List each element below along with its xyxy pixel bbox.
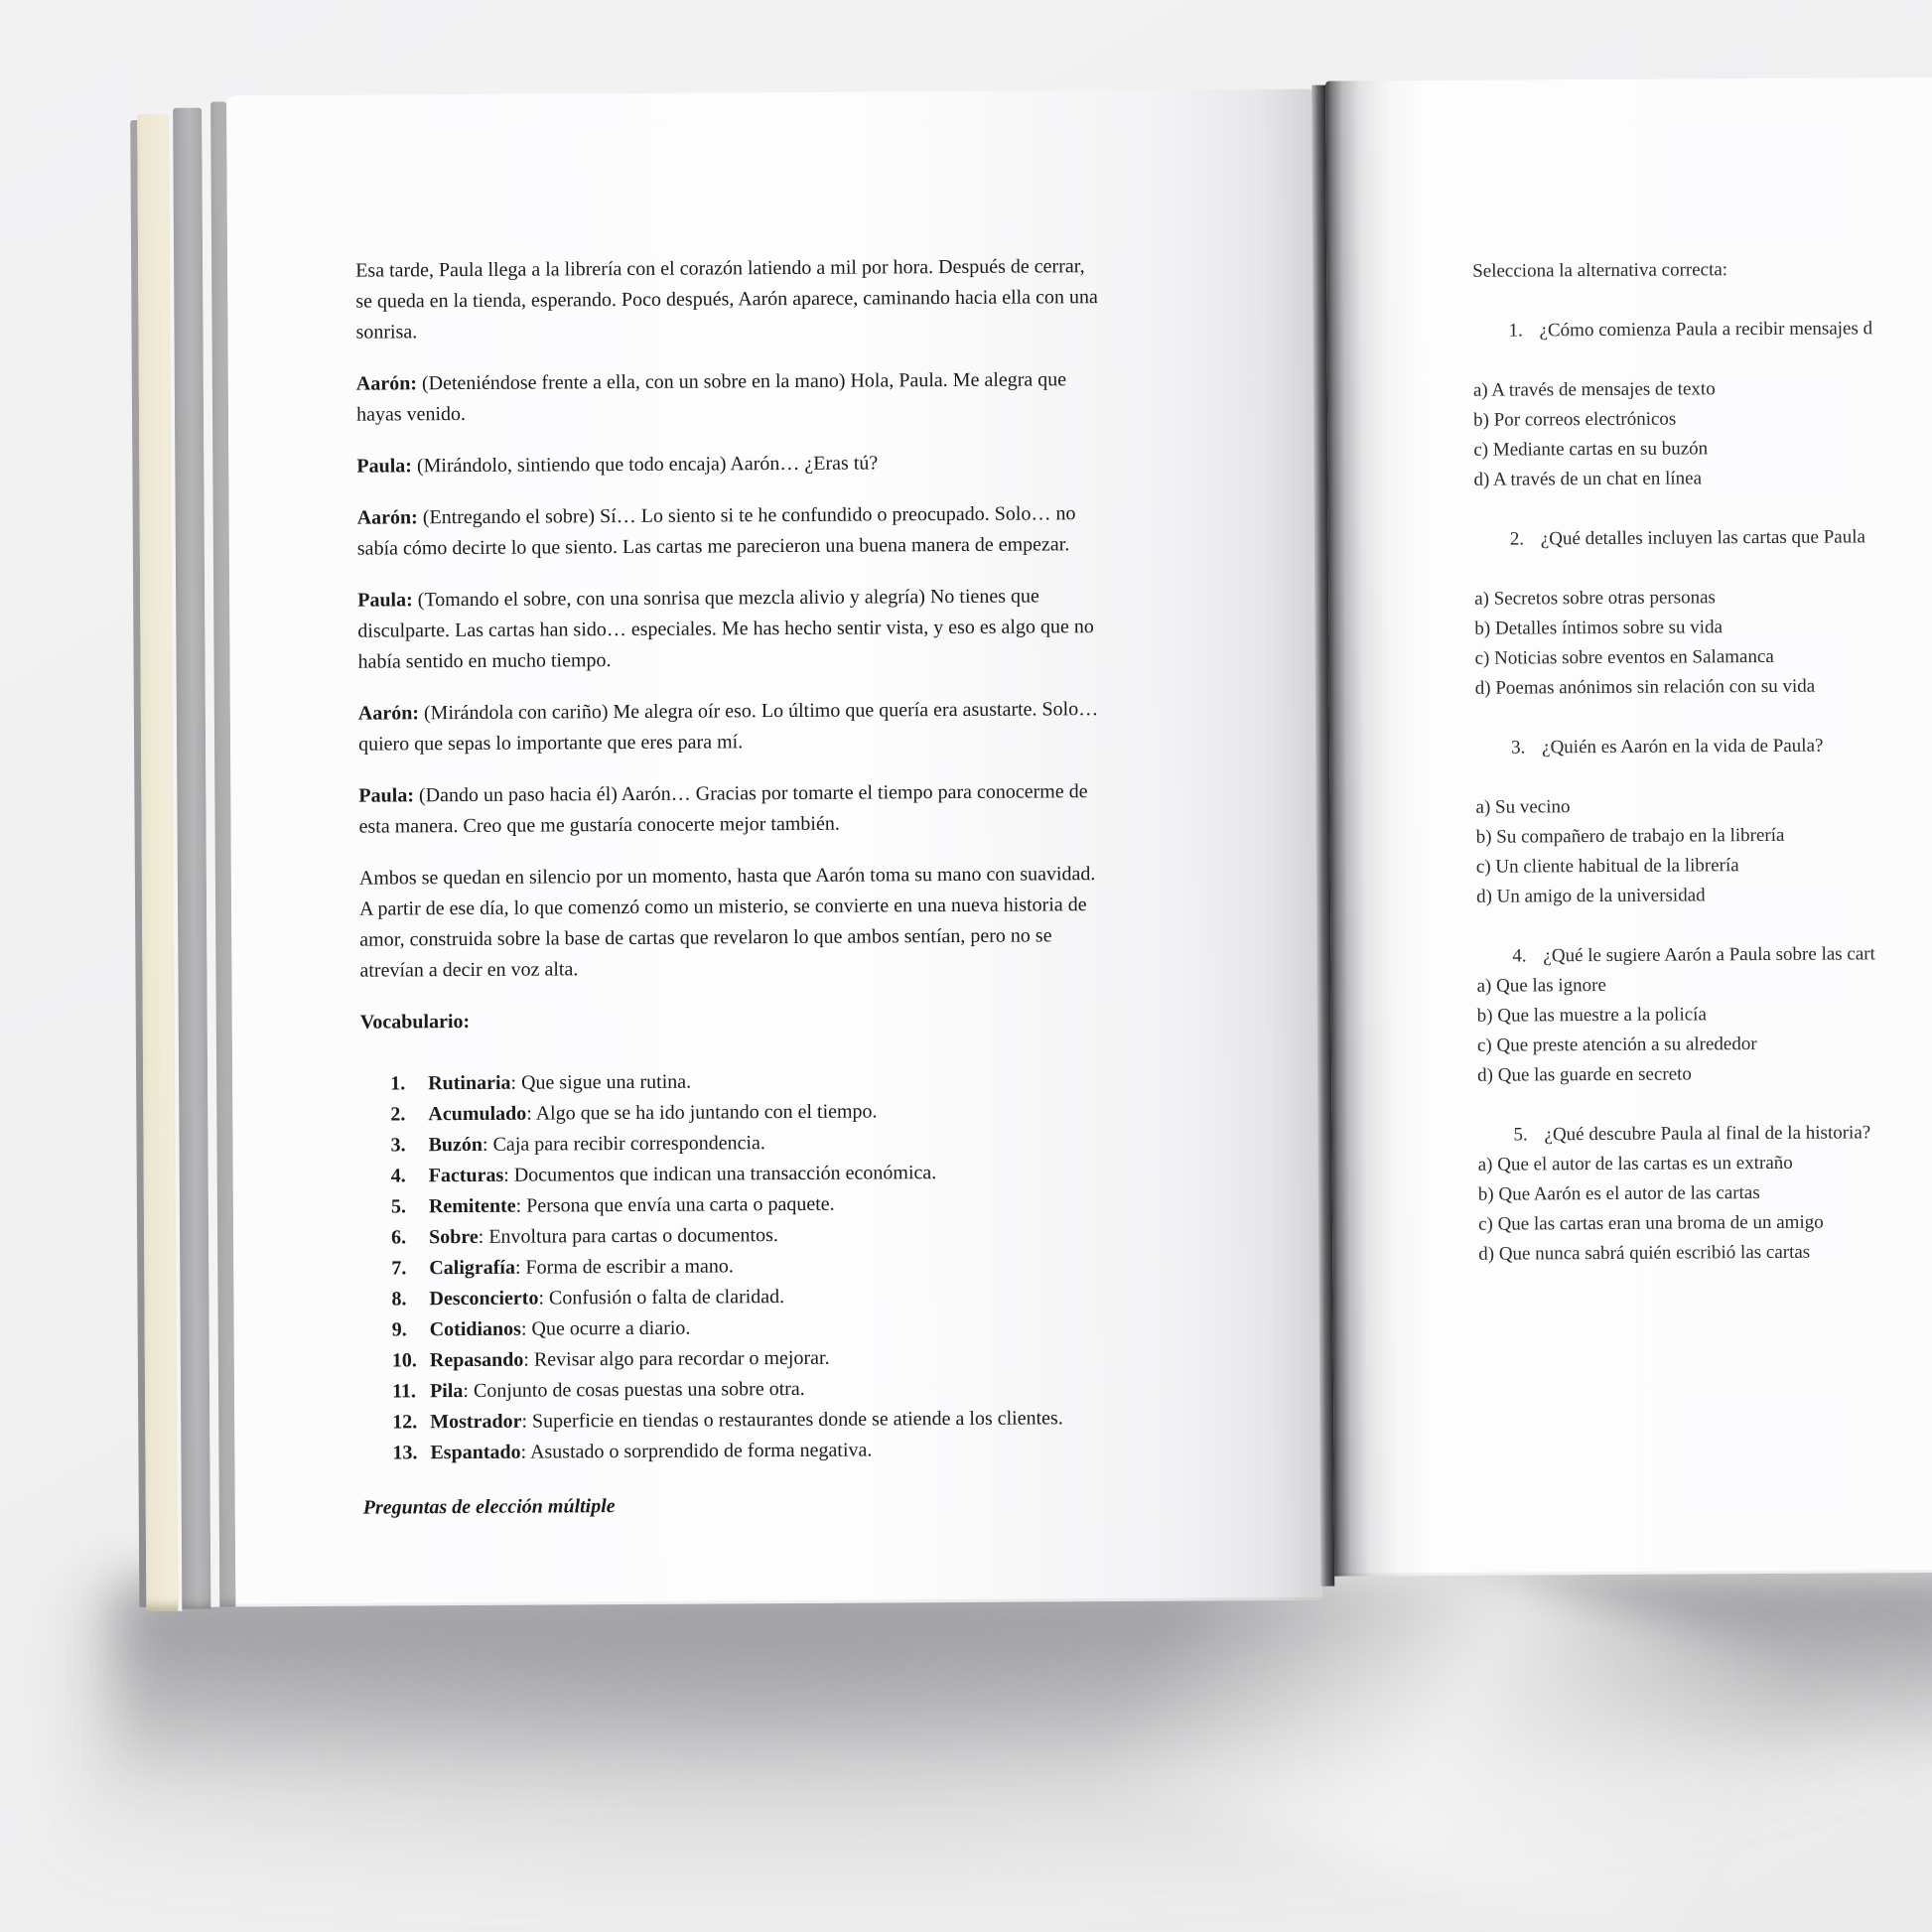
dialogue-paragraph bbox=[357, 580, 1232, 677]
dialogue-text: (Entregando el sobre) Sí… Lo siento si te he confundido o preocupado. Solo… no bbox=[417, 502, 1076, 529]
vocab-term: Cotidianos bbox=[429, 1317, 521, 1341]
text-line: esta manera. Creo que me gustaría conocerte mejor también. bbox=[358, 812, 840, 838]
instruction-text: Selecciona la alternativa correcta: bbox=[1472, 259, 1728, 282]
vocab-term: Espantado bbox=[430, 1441, 521, 1464]
question-number: 3. bbox=[1511, 737, 1526, 759]
dialogue-paragraph bbox=[356, 363, 1230, 430]
option-line: c) Que preste atención a su alrededor bbox=[1476, 1034, 1757, 1056]
vocab-number: 11. bbox=[391, 1380, 417, 1403]
vocab-number: 8. bbox=[391, 1288, 407, 1311]
vocab-definition: : Conjunto de cosas puestas una sobre otra. bbox=[463, 1377, 805, 1403]
dialogue-paragraph bbox=[358, 693, 1232, 759]
options-list bbox=[1473, 372, 1932, 495]
vocab-item bbox=[391, 1279, 1235, 1314]
question-block bbox=[1474, 521, 1932, 704]
option-line: d) Poemas anónimos sin relación con su vida bbox=[1474, 675, 1816, 699]
options-list bbox=[1475, 789, 1932, 912]
multiple-choice-heading: Preguntas de elección múltiple bbox=[362, 1495, 616, 1519]
option-line: a) A través de mensajes de texto bbox=[1472, 378, 1716, 401]
option-line: b) Que Aarón es el autor de las cartas bbox=[1477, 1182, 1760, 1205]
vocab-item bbox=[392, 1433, 1236, 1468]
option-line: c) Mediante cartas en su buzón bbox=[1473, 438, 1709, 461]
vocab-definition: : Superficie en tiendas o restaurantes donde se atiende a los clientes. bbox=[521, 1407, 1063, 1433]
vocab-definition: : Revisar algo para recordar o mejorar. bbox=[523, 1346, 830, 1371]
vocab-item bbox=[391, 1217, 1235, 1253]
text-line: hayas venido. bbox=[355, 402, 467, 426]
option-line: b) Por correos electrónicos bbox=[1473, 408, 1677, 431]
vocab-number: 10. bbox=[391, 1349, 417, 1372]
vocab-number: 7. bbox=[391, 1257, 407, 1280]
options-list bbox=[1474, 581, 1932, 704]
vocab-item bbox=[390, 1125, 1234, 1161]
text-line: Esa tarde, Paula llega a la librería con el corazón latiendo a mil por hora. Después de cerrar, bbox=[355, 255, 1085, 282]
options-list bbox=[1476, 968, 1932, 1091]
dialogue-text: (Deteniéndose frente a ella, con un sobre en la mano) Hola, Paula. Me alegra que bbox=[416, 368, 1067, 395]
question-line bbox=[1477, 1117, 1932, 1151]
dialogue-text: (Mirándola con cariño) Me alegra oír eso. Lo último que quería era asustarte. Solo… bbox=[418, 698, 1099, 725]
vocab-item bbox=[390, 1063, 1234, 1099]
option-line: a) Su vecino bbox=[1475, 796, 1571, 818]
option-line: c) Noticias sobre eventos en Salamanca bbox=[1474, 645, 1774, 669]
question-number: 2. bbox=[1509, 528, 1525, 550]
text-line: sabía cómo decirte lo que siento. Las cartas me parecieron una buena manera de empezar. bbox=[356, 533, 1070, 560]
dialogue-line bbox=[356, 446, 1230, 482]
speaker-name: Aarón: bbox=[356, 506, 418, 529]
question-block bbox=[1472, 313, 1932, 495]
vocab-item bbox=[392, 1310, 1236, 1345]
vocab-term: Facturas bbox=[428, 1164, 504, 1187]
option-line: a) Que las ignore bbox=[1476, 974, 1606, 997]
question-number: 5. bbox=[1513, 1124, 1528, 1146]
vocab-definition: : Forma de escribir a mano. bbox=[514, 1255, 734, 1279]
text-line: sonrisa. bbox=[355, 321, 418, 344]
story-paragraph bbox=[359, 858, 1234, 986]
text-line: Ambos se quedan en silencio por un momento, hasta que Aarón toma su mano con suavidad. bbox=[358, 863, 1096, 890]
dialogue-text: (Mirándolo, sintiendo que todo encaja) Aarón… ¿Eras tú? bbox=[411, 452, 879, 478]
vocab-definition: : Caja para recibir correspondencia. bbox=[482, 1132, 765, 1156]
question-line bbox=[1472, 313, 1932, 346]
option-line: a) Secretos sobre otras personas bbox=[1474, 587, 1716, 610]
dialogue-paragraph bbox=[358, 775, 1232, 842]
vocab-number: 2. bbox=[390, 1103, 406, 1126]
question-text: ¿Qué descubre Paula al final de la historia? bbox=[1544, 1122, 1871, 1146]
vocab-term: Repasando bbox=[429, 1348, 524, 1372]
question-line bbox=[1476, 938, 1932, 972]
vocab-item bbox=[390, 1094, 1234, 1130]
option-line: d) Que las guarde en secreto bbox=[1477, 1063, 1692, 1086]
vocab-term: Desconcierto bbox=[429, 1287, 539, 1311]
vocab-definition: : Asustado o sorprendido de forma negativa. bbox=[520, 1439, 873, 1463]
option-line: b) Su compañero de trabajo en la librería bbox=[1475, 824, 1785, 848]
vocabulary-list bbox=[360, 1063, 1236, 1468]
vocab-number: 5. bbox=[390, 1195, 406, 1218]
text-line: había sentido en mucho tiempo. bbox=[357, 649, 612, 673]
vocab-definition: : Envoltura para cartas o documentos. bbox=[478, 1224, 778, 1248]
speaker-name: Aarón: bbox=[355, 372, 418, 395]
text-line: A partir de ese día, lo que comenzó como un misterio, se convierte en una nueva historia de bbox=[359, 894, 1087, 920]
text-line: disculparte. Las cartas han sido… especiales. Me has hecho sentir vista, y eso es algo que no bbox=[357, 616, 1094, 642]
vocab-item bbox=[392, 1402, 1236, 1438]
vocab-item bbox=[392, 1371, 1236, 1407]
option-line: c) Que las cartas eran una broma de un amigo bbox=[1477, 1211, 1824, 1235]
option-line: b) Detalles íntimos sobre su vida bbox=[1474, 617, 1724, 639]
text-line: se queda en la tienda, esperando. Poco después, Aarón aparece, caminando hacia ella con una bbox=[355, 286, 1098, 313]
vocab-number: 12. bbox=[392, 1411, 418, 1434]
vocab-number: 4. bbox=[390, 1165, 406, 1187]
option-line: d) A través de un chat en línea bbox=[1473, 468, 1703, 490]
vocab-item bbox=[391, 1248, 1235, 1284]
left-page-content bbox=[355, 250, 1237, 1523]
vocab-term: Sobre bbox=[429, 1225, 479, 1249]
question-text: ¿Quién es Aarón en la vida de Paula? bbox=[1542, 735, 1824, 759]
vocab-number: 9. bbox=[391, 1318, 407, 1341]
option-line: d) Un amigo de la universidad bbox=[1475, 885, 1706, 907]
vocab-term: Caligrafía bbox=[429, 1256, 516, 1280]
vocab-term: Remitente bbox=[428, 1194, 516, 1218]
question-number: 1. bbox=[1508, 320, 1523, 342]
question-text: ¿Qué detalles incluyen las cartas que Paula bbox=[1540, 526, 1865, 550]
vocab-number: 1. bbox=[390, 1072, 406, 1095]
question-line bbox=[1475, 730, 1932, 763]
option-line: b) Que las muestre a la policía bbox=[1476, 1004, 1707, 1027]
dialogue-paragraph bbox=[356, 446, 1230, 482]
option-line: d) Que nunca sabrá quién escribió las cartas bbox=[1478, 1241, 1811, 1265]
dialogue-text: (Dando un paso hacia él) Aarón… Gracias por tomarte el tiempo para conocerme de bbox=[413, 780, 1088, 807]
option-line: a) Que el autor de las cartas es un extraño bbox=[1477, 1152, 1793, 1175]
vocab-definition: : Documentos que indican una transacción económica. bbox=[503, 1162, 937, 1186]
question-text: ¿Qué le sugiere Aarón a Paula sobre las cart bbox=[1543, 943, 1875, 967]
option-line: c) Un cliente habitual de la librería bbox=[1475, 855, 1739, 878]
vocab-definition: : Que sigue una rutina. bbox=[510, 1070, 692, 1094]
speaker-name: Paula: bbox=[357, 589, 413, 612]
text-line: amor, construida sobre la base de cartas que revelaron lo que ambos sentían, pero no se bbox=[359, 924, 1052, 951]
vocab-definition: : Que ocurre a diario. bbox=[520, 1316, 691, 1340]
vocab-term: Pila bbox=[429, 1380, 464, 1403]
vocabulary-heading: Vocabulario: bbox=[359, 1010, 471, 1034]
vocab-definition: : Confusión o falta de claridad. bbox=[538, 1286, 785, 1310]
question-block bbox=[1476, 938, 1932, 1091]
vocab-term: Buzón bbox=[428, 1133, 483, 1157]
dialogue-paragraph bbox=[357, 497, 1231, 564]
speaker-name: Paula: bbox=[356, 455, 412, 478]
vocab-term: Mostrador bbox=[430, 1410, 522, 1434]
vocab-number: 3. bbox=[390, 1134, 406, 1157]
right-page-content bbox=[1472, 253, 1932, 1300]
vocab-term: Rutinaria bbox=[428, 1071, 511, 1095]
text-line: atrevían a decir en voz alta. bbox=[359, 958, 579, 982]
story-paragraph bbox=[355, 250, 1230, 347]
vocab-term: Acumulado bbox=[428, 1102, 527, 1126]
speaker-name: Aarón: bbox=[357, 702, 420, 725]
vocab-item bbox=[391, 1156, 1235, 1191]
question-block bbox=[1477, 1117, 1932, 1270]
speaker-name: Paula: bbox=[358, 784, 415, 807]
vocab-definition: : Persona que envía una carta o paquete. bbox=[515, 1192, 835, 1217]
question-text: ¿Cómo comienza Paula a recibir mensajes d bbox=[1539, 318, 1873, 342]
vocab-number: 13. bbox=[392, 1442, 418, 1464]
vocab-number: 6. bbox=[391, 1226, 407, 1249]
dialogue-text: (Tomando el sobre, con una sonrisa que mezcla alivio y alegría) No tienes que bbox=[412, 585, 1039, 612]
options-list bbox=[1478, 1147, 1932, 1270]
question-number: 4. bbox=[1512, 945, 1527, 967]
question-block bbox=[1475, 730, 1932, 912]
vocab-item bbox=[392, 1340, 1236, 1376]
vocab-item bbox=[391, 1186, 1235, 1222]
text-line: quiero que sepas lo importante que eres para mí. bbox=[358, 731, 744, 756]
question-line bbox=[1474, 521, 1932, 555]
vocab-definition: : Algo que se ha ido juntando con el tiempo. bbox=[526, 1100, 878, 1125]
